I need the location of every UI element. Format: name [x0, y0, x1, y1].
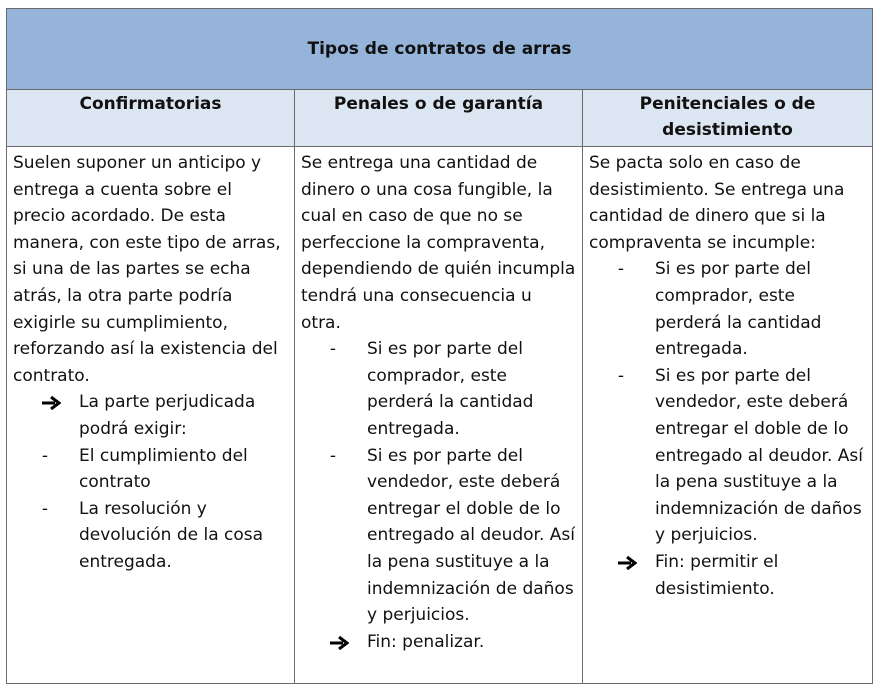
dash-bullet-icon: -	[617, 365, 625, 386]
arrow-right-icon	[617, 549, 647, 570]
title-row	[7, 9, 873, 90]
column-list	[589, 256, 866, 602]
list-item	[13, 496, 288, 576]
column-body-confirmatorias	[7, 147, 295, 684]
list-item-text: La parte perjudicada podrá exigir:	[79, 392, 256, 439]
list-item-text: Fin: permitir el desistimiento.	[655, 551, 779, 599]
list-item	[301, 336, 576, 442]
header-row	[7, 90, 873, 147]
list-item-text: Si es por parte del vendedor, este deberá entregar el doble de lo entregado al deudor. Así la pena sustituye a la indemnización de daños y perjuicios.	[367, 445, 575, 626]
table-title: Tipos de contratos de arras	[7, 9, 873, 90]
column-body-penales	[295, 147, 583, 684]
list-item	[589, 549, 866, 602]
list-item	[589, 256, 866, 362]
arrow-right-icon	[41, 389, 71, 410]
list-item-text: Si es por parte del vendedor, este deberá entregar el doble de lo entregado al deudor. Así la pena sustituye a la indemnización de daños y perjuicios.	[655, 365, 863, 546]
column-intro: Suelen suponer un anticipo y entrega a cuenta sobre el precio acordado. De esta manera, con este tipo de arras, si una de las partes se echa atrás, la otra parte podría exigirle su cumplimiento, reforzando así la existencia del contrato.	[13, 153, 281, 386]
dash-bullet-icon: -	[41, 498, 49, 519]
list-item	[13, 443, 288, 496]
dash-bullet-icon: -	[617, 259, 625, 280]
list-item	[589, 363, 866, 549]
list-item-text: La resolución y devolución de la cosa entregada.	[79, 498, 264, 572]
column-intro: Se entrega una cantidad de dinero o una cosa fungible, la cual en caso de que no se perfeccione la compraventa, dependiendo de quién incumpla tendrá una consecuencia u otra.	[301, 153, 576, 333]
column-intro: Se pacta solo en caso de desistimiento. Se entrega una cantidad de dinero que si la compraventa se incumple:	[589, 153, 845, 253]
column-heading-penales: Penales o de garantía	[295, 90, 583, 147]
dash-bullet-icon: -	[329, 339, 337, 360]
column-list	[13, 389, 288, 575]
list-item-text: Fin: penalizar.	[367, 631, 485, 652]
arrow-right-icon	[329, 629, 359, 650]
column-heading-confirmatorias: Confirmatorias	[7, 90, 295, 147]
column-list	[301, 336, 576, 655]
column-heading-penitenciales: Penitenciales o de desistimiento	[583, 90, 873, 147]
list-item	[301, 629, 576, 656]
column-body-penitenciales	[583, 147, 873, 684]
list-item-text: Si es por parte del comprador, este perderá la cantidad entregada.	[655, 259, 822, 360]
contract-types-table	[6, 8, 873, 684]
list-item-text: Si es por parte del comprador, este perderá la cantidad entregada.	[367, 339, 534, 439]
body-row	[7, 147, 873, 684]
list-item	[13, 389, 288, 442]
list-item-text: El cumplimiento del contrato	[79, 445, 248, 493]
list-item	[301, 443, 576, 629]
dash-bullet-icon: -	[41, 445, 49, 466]
dash-bullet-icon: -	[329, 445, 337, 466]
